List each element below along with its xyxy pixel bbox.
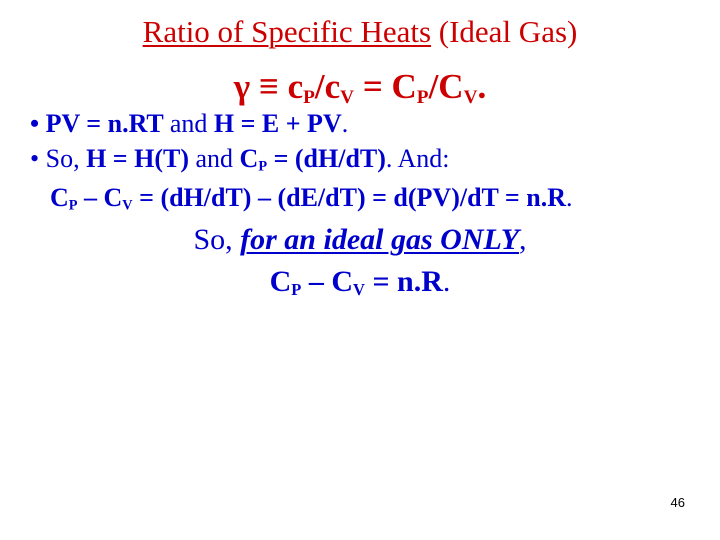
so-word: So, [39, 144, 87, 173]
cp-symbol: C [50, 183, 69, 212]
cp-sub: P [291, 280, 302, 300]
formula-sub-p2: P [416, 86, 429, 108]
slide-title [0, 14, 720, 50]
formula-end: . [477, 67, 487, 106]
bullet-line-3 [50, 183, 572, 213]
bullet-line-1 [30, 109, 348, 139]
cv-sub: V [122, 197, 133, 214]
minus-cv: – C [301, 265, 354, 298]
h-of-t: H = H(T) [86, 144, 196, 173]
period: . [341, 109, 349, 138]
page-number: 46 [670, 495, 685, 510]
cp-symbol: C [233, 144, 259, 173]
period: . [565, 183, 573, 212]
enthalpy-def: H = E + PV [207, 109, 342, 138]
formula-cp: = C [354, 67, 417, 106]
minus-cv: – C [77, 183, 123, 212]
bullet-line-2 [30, 144, 449, 174]
gamma-formula [0, 66, 720, 108]
and-word: and [169, 109, 208, 138]
and-colon: And: [392, 144, 450, 173]
derivation: = (dH/dT) – (dE/dT) = d(PV)/dT = n.R [132, 183, 566, 212]
formula-sub-p: P [303, 86, 315, 108]
formula-cv: /c [314, 67, 341, 106]
ideal-gas-only: for an ideal gas ONLY [240, 223, 520, 256]
period: . [385, 144, 393, 173]
cp-def: = (dH/dT) [267, 144, 386, 173]
bullet-dot: • [30, 144, 40, 173]
ideal-gas-law: PV = n.RT [39, 109, 170, 138]
formula-sub-v: V [340, 86, 355, 108]
cp-symbol: C [269, 265, 292, 298]
conclusion-line-1 [0, 222, 720, 258]
result: = n.R [364, 265, 443, 298]
formula-gamma: γ ≡ c [233, 67, 304, 106]
comma: , [519, 223, 527, 256]
and-word: and [195, 144, 234, 173]
title-rest: (Ideal Gas) [431, 14, 578, 49]
formula-sub-v2: V [463, 86, 478, 108]
cv-sub: V [353, 280, 365, 300]
bullet-dot: • [30, 109, 40, 138]
formula-cv2: /C [428, 67, 464, 106]
cp-sub: P [258, 158, 268, 175]
period: . [442, 265, 451, 298]
title-underlined: Ratio of Specific Heats [142, 14, 432, 49]
cp-sub: P [68, 197, 78, 214]
so-word: So, [193, 223, 241, 256]
conclusion-line-2 [0, 264, 720, 300]
